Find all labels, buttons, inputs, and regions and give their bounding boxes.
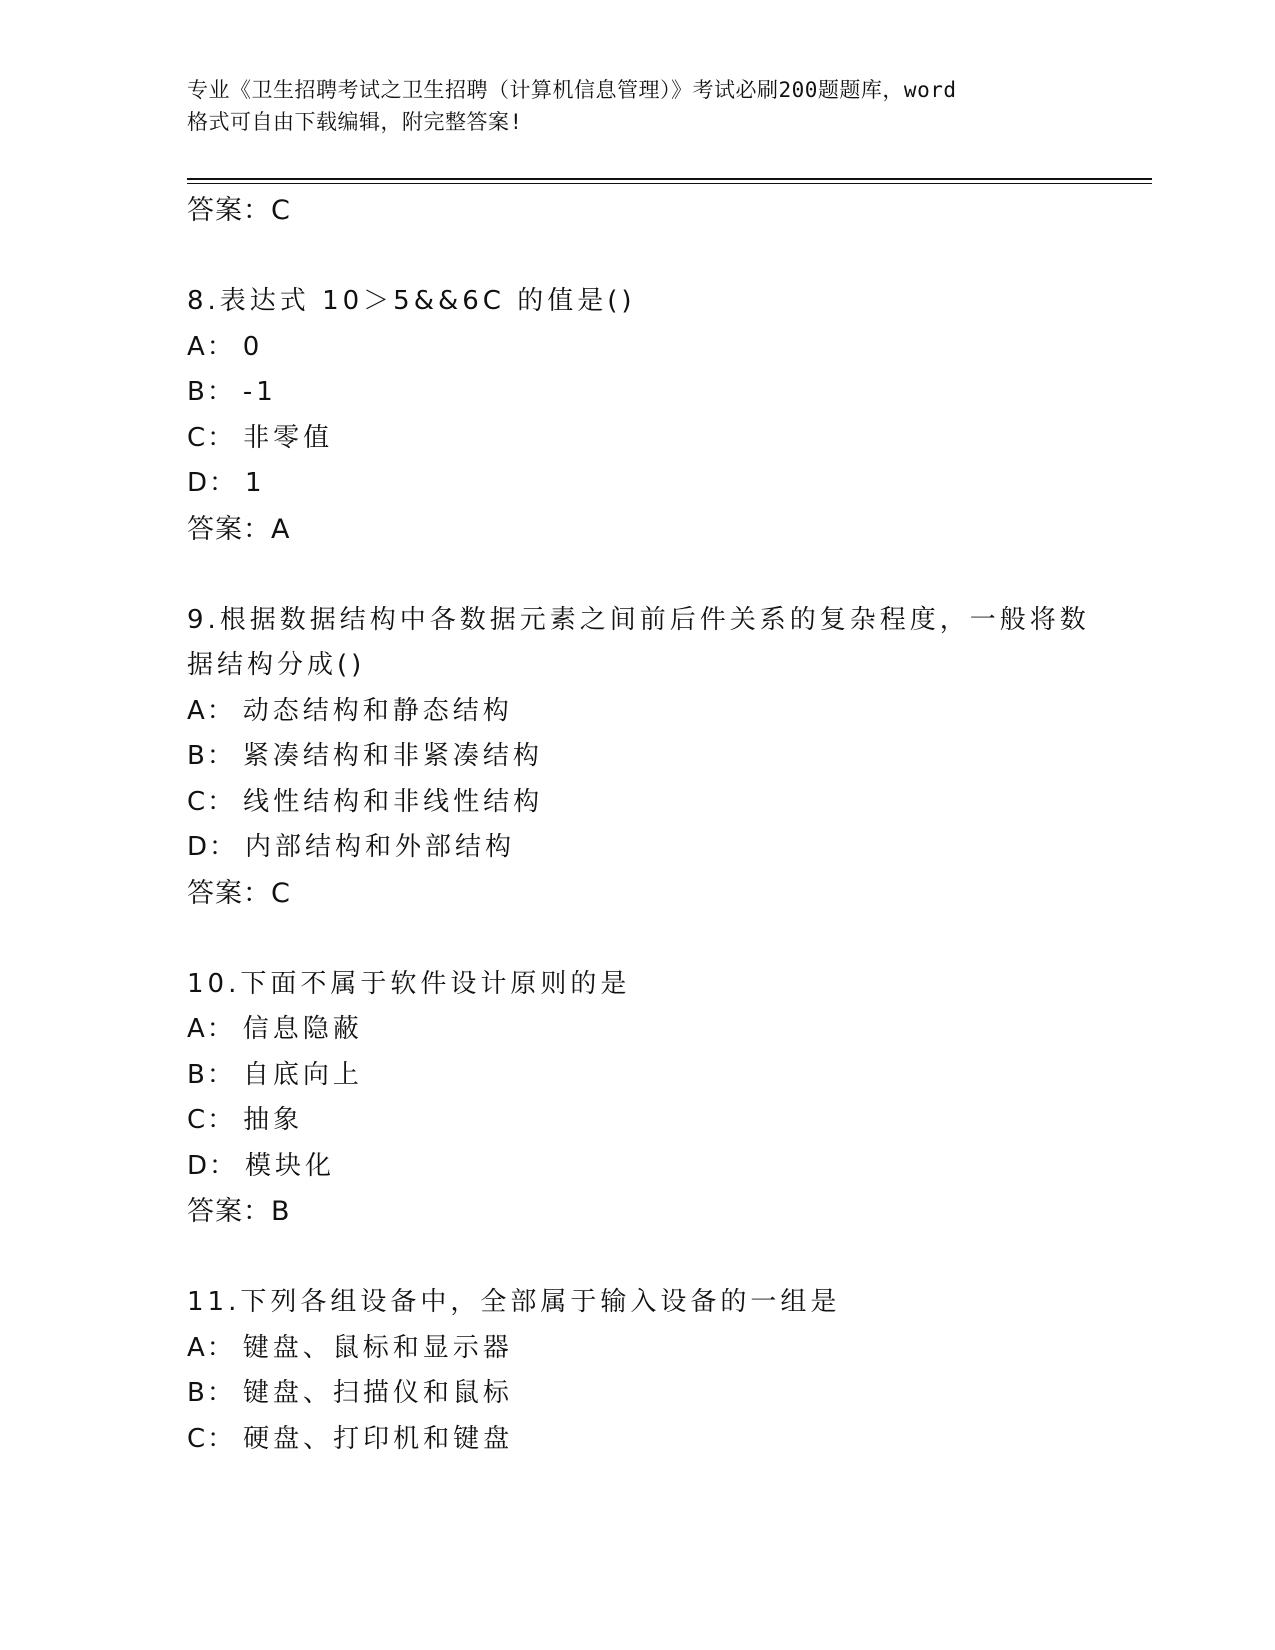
- option-text: 紧凑结构和非紧凑结构: [242, 741, 543, 771]
- question-stem: 9.根据数据结构中各数据元素之间前后件关系的复杂程度，一般将数: [187, 604, 1090, 635]
- option-key: A：: [187, 695, 235, 726]
- option-key: C：: [187, 786, 236, 817]
- option-b: [187, 734, 1087, 780]
- option-text: 内部结构和外部结构: [245, 832, 516, 862]
- question-stem-continued: 据结构分成(): [187, 650, 366, 680]
- option-text: 键盘、扫描仪和鼠标: [242, 1378, 513, 1408]
- option-key: C：: [187, 1423, 236, 1454]
- header-line-1: 专业《卫生招聘考试之卫生招聘（计算机信息管理）》考试必刷200题题库，word: [187, 78, 957, 102]
- option-key: D：: [187, 1150, 238, 1181]
- option-b: [187, 370, 1087, 416]
- document-header: [187, 74, 1087, 138]
- option-text: 线性结构和非线性结构: [243, 786, 544, 817]
- question-stem: 10.下面不属于软件设计原则的是: [187, 968, 631, 999]
- option-key: A：: [187, 1332, 235, 1363]
- option-text: -1: [242, 377, 277, 407]
- question-stem: 8.表达式 10＞5&&6C 的值是(): [187, 286, 636, 316]
- option-text: 动态结构和静态结构: [242, 695, 513, 726]
- option-text: 0: [242, 331, 264, 362]
- question-11: [187, 1280, 1087, 1462]
- option-key: A：: [187, 331, 235, 362]
- option-key: B：: [187, 1059, 235, 1090]
- option-key: D：: [187, 468, 238, 498]
- option-d: [187, 1144, 1087, 1190]
- option-d: [187, 461, 1087, 507]
- option-a: [187, 325, 1087, 371]
- option-text: 自底向上: [242, 1059, 363, 1090]
- option-a: [187, 689, 1087, 735]
- option-text: 键盘、鼠标和显示器: [242, 1332, 513, 1363]
- option-key: B：: [187, 741, 235, 771]
- option-key: A：: [187, 1014, 235, 1044]
- option-text: 抽象: [243, 1105, 304, 1135]
- option-c: [187, 780, 1087, 826]
- option-c: [187, 1098, 1087, 1144]
- option-key: C：: [187, 1105, 236, 1135]
- option-b: [187, 1053, 1087, 1099]
- option-key: B：: [187, 377, 235, 407]
- question-stem: 11.下列各组设备中，全部属于输入设备的一组是: [187, 1287, 841, 1317]
- question-10: [187, 962, 1087, 1235]
- answer-line: 答案：B: [187, 1196, 291, 1227]
- option-key: D：: [187, 832, 238, 862]
- header-divider-thin: [187, 183, 1152, 184]
- option-c: [187, 416, 1087, 462]
- question-list: [187, 188, 1090, 1462]
- header-divider-thick: [187, 178, 1152, 180]
- answer-line: 答案：C: [187, 195, 291, 226]
- option-a: [187, 1007, 1087, 1053]
- option-key: C：: [187, 422, 236, 453]
- option-key: B：: [187, 1378, 235, 1408]
- question-9: [187, 598, 1090, 916]
- question-8: [187, 279, 1087, 552]
- option-text: 非零值: [243, 422, 334, 453]
- header-line-2: 格式可自由下载编辑，附完整答案!: [187, 110, 523, 134]
- option-text: 1: [245, 468, 266, 498]
- option-b: [187, 1371, 1087, 1417]
- option-c: [187, 1417, 1087, 1463]
- option-text: 信息隐蔽: [242, 1014, 363, 1044]
- answer-line: 答案：A: [187, 513, 291, 545]
- option-text: 模块化: [245, 1150, 336, 1181]
- option-text: 硬盘、打印机和键盘: [243, 1423, 514, 1454]
- option-d: [187, 825, 1087, 871]
- option-a: [187, 1326, 1087, 1372]
- answer-line: 答案：C: [187, 877, 291, 909]
